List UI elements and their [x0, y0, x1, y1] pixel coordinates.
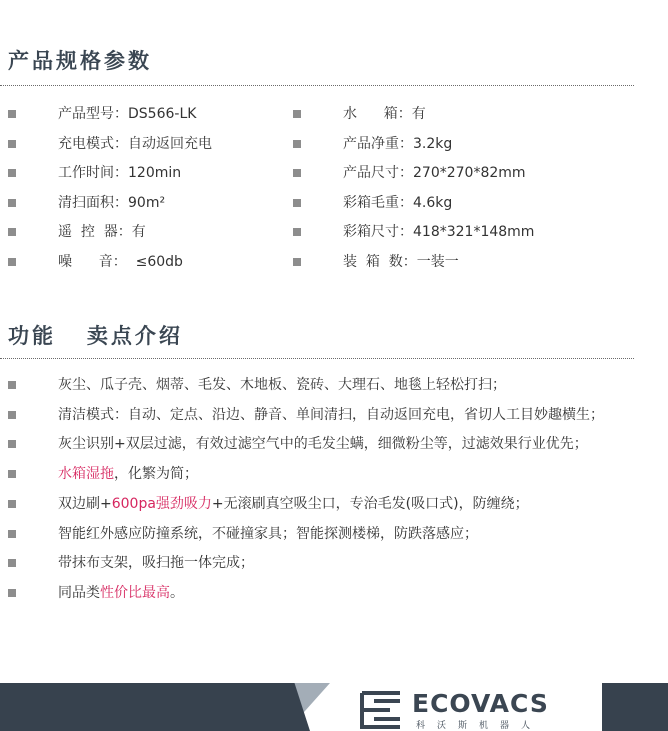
spec-right-item: 产品尺寸：270*270*82mm [343, 165, 526, 181]
feature-bullet [8, 589, 16, 597]
spec-right-item: 彩箱毛重：4.6kg [343, 195, 453, 211]
brand-name: ECOVACS [412, 689, 549, 718]
feature-item [58, 494, 529, 514]
spec-bullet [293, 228, 301, 236]
spec-right-item: 水 箱：有 [343, 106, 426, 122]
feature-text: 同品类 [58, 585, 100, 601]
footer-band-right [602, 683, 668, 731]
feature-text: 灰尘、瓜子壳、烟蒂、毛发、木地板、瓷砖、大理石、地毯上轻松打扫； [58, 377, 506, 393]
feature-text: 带抹布支架，吸扫拖一体完成； [58, 555, 254, 571]
feature-item [58, 405, 604, 425]
feature-item [58, 464, 198, 484]
spec-bullet [293, 110, 301, 118]
spec-left-item: 产品型号：DS566-LK [58, 106, 197, 122]
feature-bullet [8, 440, 16, 448]
features-title: 功能 卖点介绍 [8, 324, 183, 348]
spec-bullet [8, 228, 16, 236]
feature-bullet [8, 411, 16, 419]
feature-bullet [8, 500, 16, 508]
feature-highlight: 600pa强劲吸力 [111, 496, 212, 512]
spec-left-item: 清扫面积：90m² [58, 195, 166, 211]
brand-subtitle: 科沃斯机器人 [416, 721, 543, 731]
spec-bullet [8, 258, 16, 266]
feature-text: ，化繁为简； [114, 466, 198, 482]
spec-bullet [293, 199, 301, 207]
spec-bullet [293, 169, 301, 177]
feature-text: 智能红外感应防撞系统，不碰撞家具；智能探测楼梯，防跌落感应； [58, 526, 478, 542]
feature-bullet [8, 530, 16, 538]
feature-item [58, 583, 184, 603]
feature-text: 清洁模式：自动、定点、沿边、静音、单间清扫，自动返回充电，省切人工目妙趣横生； [58, 407, 604, 423]
feature-item [58, 553, 254, 573]
spec-left-item: 噪 音： ≤60db [58, 254, 183, 270]
spec-left-item: 工作时间：120min [58, 165, 182, 181]
feature-item [58, 524, 478, 544]
spec-left-item: 充电模式：自动返回充电 [58, 136, 212, 152]
footer-banner [0, 683, 668, 731]
spec-bullet [8, 110, 16, 118]
feature-highlight: 水箱湿拖 [58, 466, 114, 482]
feature-item [58, 375, 506, 395]
feature-bullet [8, 381, 16, 389]
features-divider [0, 358, 634, 359]
spec-right-item: 装 箱 数：一装一 [343, 254, 459, 270]
footer-band-dark [0, 683, 310, 731]
ecovacs-mark-icon [360, 691, 404, 729]
spec-left-item: 遥 控 器：有 [58, 224, 146, 240]
spec-bullet [8, 199, 16, 207]
spec-bullet [293, 258, 301, 266]
spec-bullet [8, 140, 16, 148]
spec-right-item: 产品净重：3.2kg [343, 136, 453, 152]
feature-text: +无滚刷真空吸尘口，专治毛发(吸口式)，防缠绕； [211, 496, 529, 512]
feature-highlight: 性价比最高 [100, 585, 170, 601]
ecovacs-logo [360, 689, 560, 731]
feature-bullet [8, 559, 16, 567]
feature-item [58, 434, 588, 454]
feature-bullet [8, 470, 16, 478]
spec-bullet [293, 140, 301, 148]
feature-text: 灰尘识别+双层过滤，有效过滤空气中的毛发尘螨，细微粉尘等，过滤效果行业优先； [58, 436, 588, 452]
spec-bullet [8, 169, 16, 177]
specs-divider [0, 85, 634, 86]
spec-right-item: 彩箱尺寸：418*321*148mm [343, 224, 535, 240]
feature-text: 双边刷+ [58, 496, 112, 512]
feature-text: 。 [170, 585, 184, 601]
specs-title: 产品规格参数 [8, 49, 152, 73]
